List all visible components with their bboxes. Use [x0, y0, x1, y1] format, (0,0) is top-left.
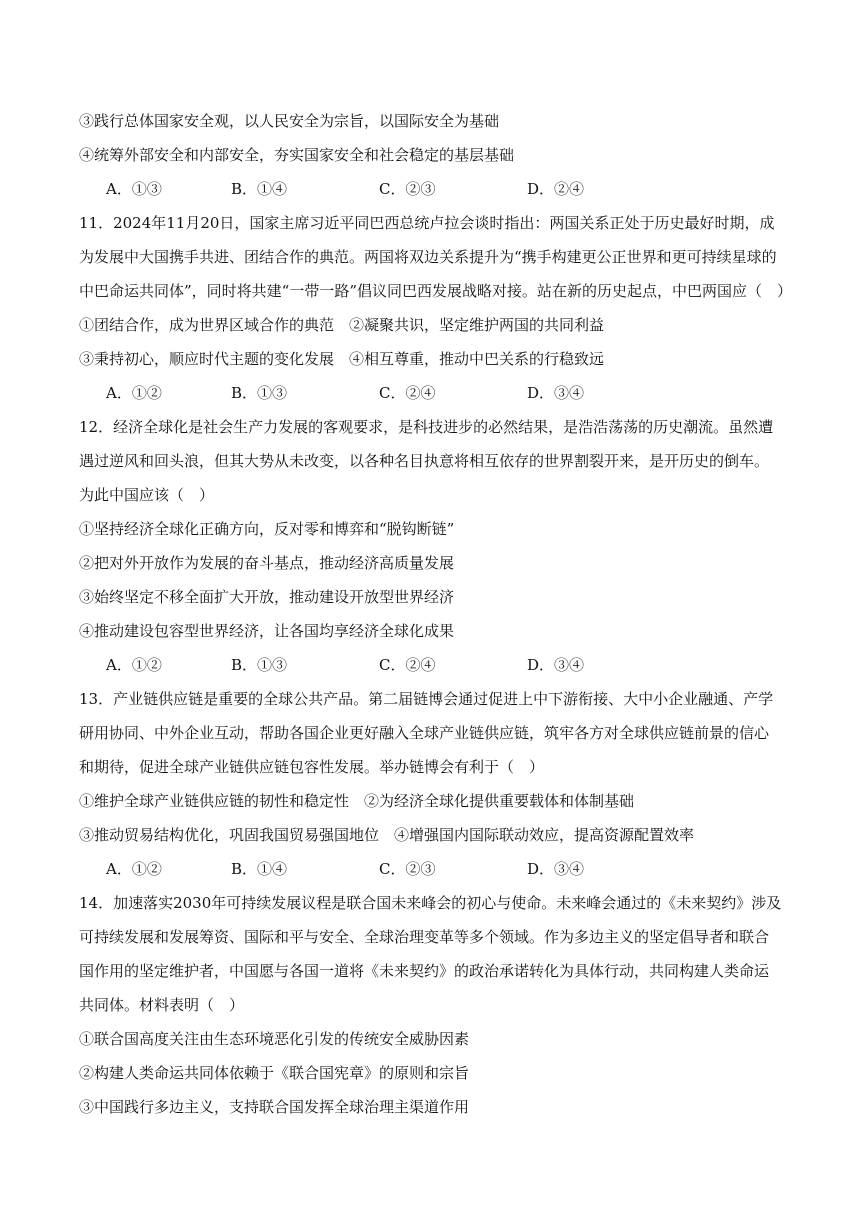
q11-stem-line-1: 11．2024年11月20日，国家主席习近平同巴西总统卢拉会谈时指出：两国关系正处于历史最好时期，成: [79, 214, 775, 232]
q12-stem-line-1: 12．经济全球化是社会生产力发展的客观要求，是科技进步的必然结果，是浩浩荡荡的历史潮流。虽然遭: [79, 418, 774, 436]
q12-statement-3: ③始终坚定不移全面扩大开放，推动建设开放型世界经济: [79, 588, 455, 606]
q10-option-a: A．①③: [106, 180, 162, 198]
q14-statement-3: ③中国践行多边主义，支持联合国发挥全球治理主渠道作用: [79, 1098, 470, 1116]
q11-option-d: D．③④: [527, 384, 585, 402]
q11-option-a: A．①②: [106, 384, 162, 402]
q11-statements-3-4: ③秉持初心，顺应时代主题的变化发展 ④相互尊重，推动中巴关系的行稳致远: [79, 350, 605, 368]
q11-stem-line-3: 中巴命运共同体”，同时将共建“一带一路”倡议同巴西发展战略对接。站在新的历史起点，中巴两国应（ ）: [79, 282, 793, 300]
q11-options: [106, 383, 666, 403]
q12-option-d: D．③④: [527, 656, 585, 674]
q14-stem-line-1: 14．加速落实2030年可持续发展议程是联合国未来峰会的初心与使命。未来峰会通过的《未来契约》涉及: [79, 894, 782, 912]
q14-statement-1: ①联合国高度关注由生态环境恶化引发的传统安全威胁因素: [79, 1030, 470, 1048]
q13-option-c: C．②③: [379, 860, 436, 878]
q11-stem-line-2: 为发展中大国携手共进、团结合作的典范。两国将双边关系提升为“携手构建更公正世界和更可持续星球的: [79, 248, 777, 266]
q13-option-d: D．③④: [527, 860, 585, 878]
q10-option-c: C．②③: [379, 180, 436, 198]
q13-stem-line-2: 研用协同、中外企业互动，帮助各国企业更好融入全球产业链供应链，筑牢各方对全球供应链前景的信心: [79, 724, 770, 742]
q12-statement-1: ①坚持经济全球化正确方向，反对零和博弈和“脱钩断链”: [79, 520, 455, 538]
q12-option-a: A．①②: [106, 656, 162, 674]
q14-stem-line-3: 国作用的坚定维护者，中国愿与各国一道将《未来契约》的政治承诺转化为具体行动，共同构建人类命运: [79, 962, 770, 980]
q11-option-c: C．②④: [379, 384, 436, 402]
q10-option-b: B．①④: [231, 180, 288, 198]
q14-stem-line-2: 可持续发展和发展筹资、国际和平与安全、全球治理变革等多个领域。作为多边主义的坚定倡导者和联合: [79, 928, 770, 946]
q12-stem-line-3: 为此中国应该（ ）: [79, 486, 215, 504]
q10-options: [106, 179, 666, 199]
q13-statements-3-4: ③推动贸易结构优化，巩固我国贸易强国地位 ④增强国内国际联动效应，提高资源配置效率: [79, 826, 695, 844]
q12-stem-line-2: 遇过逆风和回头浪，但其大势从未改变，以各种名目执意将相互依存的世界割裂开来，是开历史的倒车。: [79, 452, 770, 470]
q14-statement-2: ②构建人类命运共同体依赖于《联合国宪章》的原则和宗旨: [79, 1064, 470, 1082]
q12-option-b: B．①③: [231, 656, 288, 674]
q10-statement-4: ④统筹外部安全和内部安全，夯实国家安全和社会稳定的基层基础: [79, 146, 515, 164]
q10-statement-3: ③践行总体国家安全观，以人民安全为宗旨，以国际安全为基础: [79, 112, 500, 130]
q13-stem-line-1: 13．产业链供应链是重要的全球公共产品。第二届链博会通过促进上中下游衔接、大中小企业融通、产学: [79, 690, 774, 708]
q12-options: [106, 655, 666, 675]
q11-statements-1-2: ①团结合作，成为世界区域合作的典范 ②凝聚共识，坚定维护两国的共同利益: [79, 316, 605, 334]
q13-statements-1-2: ①维护全球产业链供应链的韧性和稳定性 ②为经济全球化提供重要载体和体制基础: [79, 792, 635, 810]
q12-statement-2: ②把对外开放作为发展的奋斗基点，推动经济高质量发展: [79, 554, 455, 572]
q13-options: [106, 859, 666, 879]
q10-option-d: D．②④: [527, 180, 585, 198]
q14-stem-line-4: 共同体。材料表明（ ）: [79, 996, 245, 1014]
q12-statement-4: ④推动建设包容型世界经济，让各国均享经济全球化成果: [79, 622, 455, 640]
q13-option-b: B．①④: [231, 860, 288, 878]
q11-option-b: B．①③: [231, 384, 288, 402]
q12-option-c: C．②④: [379, 656, 436, 674]
q13-stem-line-3: 和期待，促进全球产业链供应链包容性发展。举办链博会有利于（ ）: [79, 758, 545, 776]
q13-option-a: A．①②: [106, 860, 162, 878]
